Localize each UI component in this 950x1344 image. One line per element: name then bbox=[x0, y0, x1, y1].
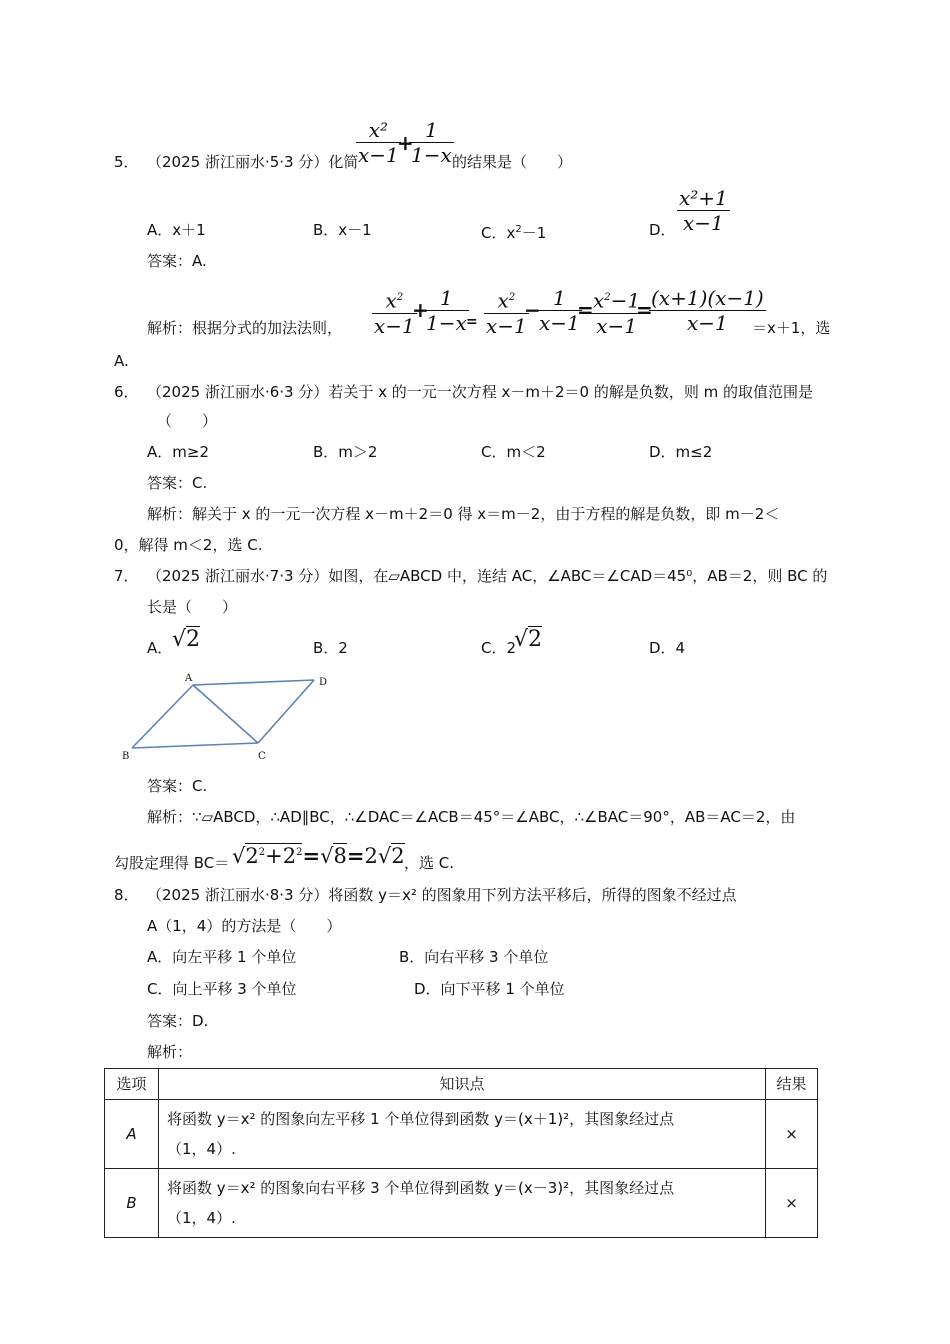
q5-frac2-num: 1 bbox=[425, 118, 438, 142]
table-row-line2: （1，4）. bbox=[167, 1140, 236, 1158]
q8-option-b: B．向右平移 3 个单位 bbox=[399, 948, 549, 966]
q5-option-d-frac bbox=[677, 186, 730, 235]
table-row-knowledge bbox=[159, 1100, 766, 1169]
q7-option-c-value: √2 bbox=[514, 627, 543, 652]
q5-ana-f3: $x^2$ x−1 bbox=[486, 288, 527, 338]
q5-option-d-label: D． bbox=[649, 221, 676, 239]
q8-option-d: D．向下平移 1 个单位 bbox=[414, 980, 565, 998]
q5-tail: 的结果是（ ） bbox=[452, 153, 573, 171]
q5-plus: + bbox=[397, 131, 414, 155]
q6-analysis-1: 解析：解关于 x 的一元一次方程 x－m＋2＝0 得 x＝m－2，由于方程的解是负数，即 m－2＜ bbox=[147, 505, 780, 523]
table-header-row bbox=[105, 1069, 818, 1100]
fig-label-b: B bbox=[122, 751, 130, 762]
q8-line1: （2025 浙江丽水·8·3 分）将函数 y＝x² 的图象用下列方法平移后，所得的图象不经过点 bbox=[147, 886, 737, 904]
q5-option-c-tail: －1 bbox=[521, 224, 547, 242]
table-row-line1: 将函数 y＝x² 的图象向右平移 3 个单位得到函数 y＝(x－3)²，其图象经过点 bbox=[167, 1179, 675, 1197]
q8-analysis-table bbox=[104, 1068, 818, 1238]
q5-ana-f2: 1 1−x bbox=[426, 286, 467, 335]
q5-option-b: B．x－1 bbox=[313, 221, 372, 239]
table-row-option: A bbox=[105, 1100, 159, 1169]
q5-option-a: A．x＋1 bbox=[147, 221, 206, 239]
q5-analysis-tail: ＝x＋1，选 bbox=[752, 319, 831, 337]
q7-analysis-2-lead: 勾股定理得 BC＝ bbox=[114, 854, 230, 872]
q5-option-d-den: x−1 bbox=[683, 211, 724, 235]
q7-option-a-value: √2 bbox=[172, 627, 201, 652]
q7-analysis-sqrt-chain: $√2^2+2^2=√8=2√2$ bbox=[232, 843, 405, 868]
q7-analysis-1: 解析：∵▱ABCD，∴AD∥BC，∴∠DAC＝∠ACB＝45°＝∠ABC，∴∠BAC＝90°，AB＝AC＝2，由 bbox=[147, 808, 796, 826]
table-header-option: 选项 bbox=[105, 1069, 159, 1100]
fig-edge-ac bbox=[193, 685, 258, 743]
q5-analysis-lead: 解析：根据分式的加法法则， bbox=[147, 319, 343, 337]
q5-ana-eq2: = bbox=[577, 298, 594, 322]
table-header-result: 结果 bbox=[766, 1069, 818, 1100]
q5-option-c: C．$x^2-1$ bbox=[481, 224, 547, 242]
table-row-line2: （1，4）. bbox=[167, 1209, 236, 1227]
q6-option-d: D．m≤2 bbox=[649, 443, 713, 461]
q7-line2: 长是（ ） bbox=[147, 598, 238, 616]
q5-ana-f1: $x^2$ x−1 bbox=[374, 288, 415, 338]
q5-ana-f5: $x^2-1$ x−1 bbox=[593, 288, 641, 338]
q7-line1: （2025 浙江丽水·7·3 分）如图，在▱ABCD 中，连结 AC，∠ABC＝∠CAD＝45⁰，AB＝2，则 BC 的 bbox=[147, 567, 828, 585]
q6-line1: （2025 浙江丽水·6·3 分）若关于 x 的一元一次方程 x－m＋2＝0 的解是负数，则 m 的取值范围是 bbox=[147, 383, 814, 401]
q7-option-c-label: C．2 bbox=[481, 639, 517, 657]
q6-option-a: A．m≥2 bbox=[147, 443, 209, 461]
q5-ana-f4: 1 x−1 bbox=[539, 286, 580, 335]
q6-answer: 答案：C. bbox=[147, 474, 208, 492]
table-row bbox=[105, 1169, 818, 1238]
q5-option-c-label: C．x bbox=[481, 224, 516, 242]
fig-edge-cd bbox=[258, 680, 314, 743]
fig-label-c: C bbox=[258, 751, 266, 762]
q5-frac1 bbox=[356, 118, 401, 167]
table-row bbox=[105, 1100, 818, 1169]
fig-edge-ad bbox=[193, 680, 314, 685]
q5-frac2-den: 1−x bbox=[411, 143, 452, 167]
q6-option-c: C．m＜2 bbox=[481, 443, 546, 461]
q8-number: 8． bbox=[114, 886, 139, 904]
table-row-result: × bbox=[766, 1100, 818, 1169]
q7-parallelogram-figure bbox=[118, 668, 338, 764]
q5-source: （2025 浙江丽水·5·3 分）化简 bbox=[147, 153, 359, 171]
table-row-line1: 将函数 y＝x² 的图象向左平移 1 个单位得到函数 y＝(x＋1)²，其图象经过点 bbox=[167, 1110, 675, 1128]
q6-option-b: B．m＞2 bbox=[313, 443, 378, 461]
fig-edge-ab bbox=[132, 685, 193, 748]
q8-analysis: 解析： bbox=[147, 1043, 193, 1061]
q5-frac1-den: x−1 bbox=[358, 143, 399, 167]
fig-label-d: D bbox=[319, 677, 328, 688]
q5-ana-minus: − bbox=[524, 298, 541, 322]
q5-ana-eq1: = bbox=[466, 314, 478, 330]
table-row-option: B bbox=[105, 1169, 159, 1238]
q5-frac2 bbox=[409, 118, 454, 167]
q7-option-a-label: A． bbox=[147, 639, 173, 657]
table-row-result: × bbox=[766, 1169, 818, 1238]
q5-number: 5． bbox=[114, 153, 139, 171]
q8-answer: 答案：D. bbox=[147, 1012, 209, 1030]
q8-line2: A（1，4）的方法是（ ） bbox=[147, 917, 342, 935]
q5-ana-f6: (x+1)(x−1) x−1 bbox=[651, 286, 764, 335]
q5-frac1-num: x² bbox=[368, 118, 389, 142]
q6-number: 6． bbox=[114, 383, 139, 401]
q8-option-a: A．向左平移 1 个单位 bbox=[147, 948, 297, 966]
q6-line2: （ ） bbox=[157, 412, 218, 430]
q7-number: 7． bbox=[114, 567, 139, 585]
q5-analysis-end: A. bbox=[114, 352, 129, 370]
table-row-knowledge bbox=[159, 1169, 766, 1238]
q5-ana-eq3: = bbox=[636, 298, 653, 322]
fig-label-a: A bbox=[185, 673, 193, 684]
q7-option-b: B．2 bbox=[313, 639, 348, 657]
fig-edge-bc bbox=[132, 743, 258, 748]
q8-option-c: C．向上平移 3 个单位 bbox=[147, 980, 297, 998]
q7-answer: 答案：C. bbox=[147, 777, 208, 795]
q5-option-d-num: x²+1 bbox=[679, 186, 728, 210]
q6-analysis-2: 0，解得 m＜2，选 C. bbox=[114, 536, 263, 554]
q7-analysis-2-tail: ，选 C. bbox=[404, 854, 455, 872]
table-header-knowledge: 知识点 bbox=[159, 1069, 766, 1100]
q7-option-d: D．4 bbox=[649, 639, 686, 657]
q5-answer: 答案：A. bbox=[147, 252, 207, 270]
q5-ana-plus: + bbox=[412, 298, 429, 322]
